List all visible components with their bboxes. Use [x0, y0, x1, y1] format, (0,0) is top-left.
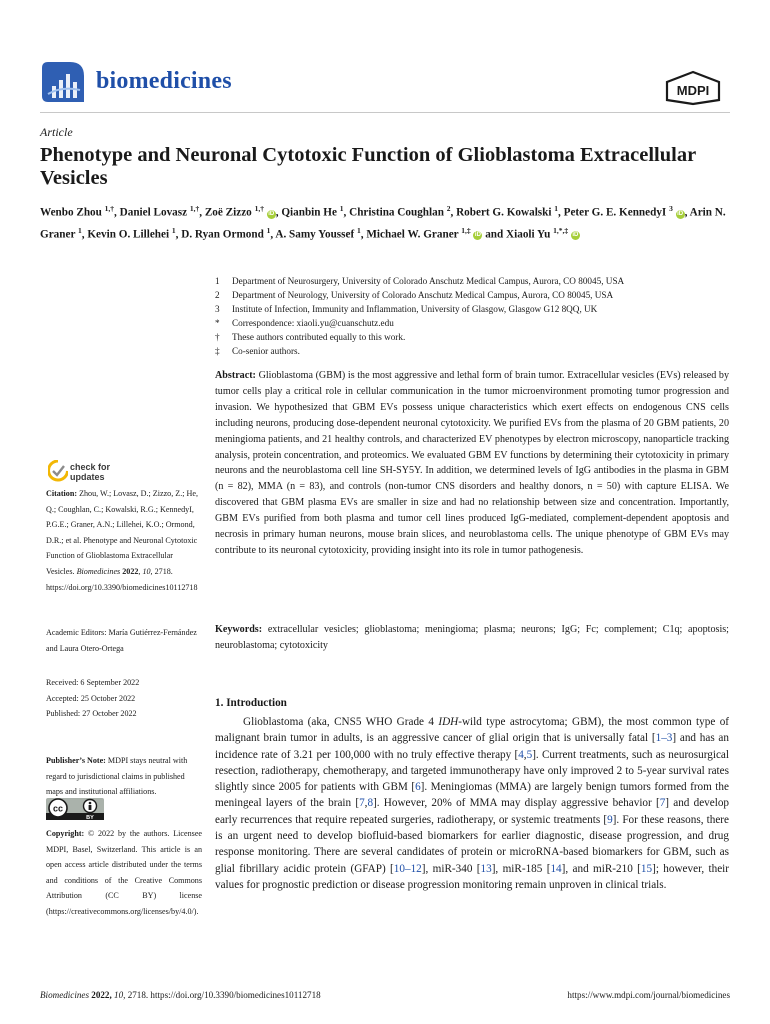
- citation-page: 2718.: [154, 566, 173, 576]
- footer-citation: [40, 990, 321, 1000]
- editors-label: Academic Editors:: [46, 628, 107, 637]
- check-for-updates-icon[interactable]: [48, 460, 68, 482]
- affiliation-text: Correspondence: xiaoli.yu@cuanschutz.edu: [232, 317, 394, 328]
- received-date: Received: 6 September 2022: [46, 678, 140, 687]
- affiliation-text: These authors contributed equally to this work.: [232, 331, 406, 342]
- mdpi-logo-icon[interactable]: [663, 70, 723, 106]
- intro-text: ]. For these reasons, there is an urgent need to develop biofluid-based biomarkers for earlier diagnostic, disease progression, and drug response monitoring. There are several candidates of protein or microRNA-based biomarkers for GBM, such as glial fibrillary acidic protein (GFAP) [: [215, 813, 729, 875]
- italic-term: IDH: [438, 716, 459, 728]
- author-name[interactable]: Zoë Zizzo: [204, 206, 255, 219]
- copyright-text: © 2022 by the authors. Licensee MDPI, Basel, Switzerland. This article is an open access article distributed under the terms and conditions of the Creative Commons Attribution (CC BY) license (https://creativecommons.org/licenses/by/4.0/).: [46, 829, 202, 916]
- orcid-icon[interactable]: iD: [474, 232, 481, 239]
- citation-text: Zhou, W.; Lovasz, D.; Zizzo, Z.; He, Q.; Coughlan, C.; Kowalski, R.G.; KennedyI, P.G.E.; Graner, A.N.; Lillehei, K.O.; Ormond, D.R.; et al. Phenotype and Neuronal Cytotoxic Function of Glioblastoma Extracellular Vesicles.: [46, 489, 198, 576]
- author-name[interactable]: A. Samy Youssef: [275, 228, 357, 241]
- check-for-updates-line2: updates: [70, 472, 105, 482]
- abstract-text: Glioblastoma (GBM) is the most aggressive and lethal form of brain tumor. Extracellular vesicles (EVs) released by tumor cells play a critical role in cellular communication in the tumor microenvironment promoting tumor progression and invasion. We hypothesized that GBM EVs possess unique characteristics which exert effects on endogenous CNS cells including neurons, producing dose-dependent neuronal cytotoxicity. We purified EVs from the plasma of 20 GBM patients, 20 meningioma patients, and 21 healthy controls, and characterized EV phenotypes by electron microscopy, nanoparticle tracking analysis, protein concentration, and proteomics. We evaluated GBM EV functions by determining their cytotoxicity in primary neurons and the neuroblastoma cell line SH-SY5Y. In addition, we determined levels of IgG antibodies in the plasma in GBM (n = 82), MMA (n = 83), and controls (non-tumor CNS disorders and healthy donors, n = 50) with capture ELISA. We discovered that GBM plasma EVs are smaller in size and had no relationship between size and concentration. Importantly, GBM EVs purified from both plasma and tumor cell lines produced IgG-mediated, complement-dependent apoptosis and necrosis in primary human neurons, mouse brain slices, and neuroblastoma cells. The unique phenotype of GBM EVs may contribute to its neuronal cytotoxicity, providing insight into its role in tumor pathogenesis.: [215, 370, 729, 556]
- orcid-icon[interactable]: iD: [572, 232, 579, 239]
- author-name[interactable]: Wenbo Zhou: [40, 206, 105, 219]
- intro-text: ,: [523, 748, 527, 761]
- author-affiliation-marker: 1: [339, 204, 344, 213]
- author-affiliation-marker: 1,†: [254, 204, 264, 213]
- author-name[interactable]: Daniel Lovasz: [119, 206, 190, 219]
- introduction-heading: 1. Introduction: [215, 697, 287, 709]
- affiliation-text: Department of Neurology, University of Colorado Anschutz Medical Campus, Aurora, CO 80045, USA: [232, 289, 614, 300]
- reference-link[interactable]: 7: [359, 797, 365, 810]
- keywords-text: extracellular vesicles; glioblastoma; meningioma; plasma; neurons; IgG; Fc; complement; C1q; apoptosis; neuroblastoma; cytotoxicity: [215, 624, 729, 651]
- intro-text: Glioblastoma (aka, CNS5 WHO Grade 4: [243, 716, 439, 728]
- affiliation-marker: 2: [215, 289, 220, 300]
- author-affiliation-marker: 1: [357, 225, 361, 235]
- affiliation-marker: 3: [215, 303, 220, 314]
- check-for-updates-text[interactable]: [70, 462, 110, 482]
- keywords: [215, 622, 729, 654]
- affiliation-marker: *: [215, 317, 220, 328]
- accepted-date: Accepted: 25 October 2022: [46, 693, 136, 703]
- reference-link[interactable]: 7: [659, 797, 666, 810]
- copyright-notice: [46, 826, 202, 920]
- intro-text: ,: [364, 797, 368, 810]
- citation-label: Citation:: [46, 489, 78, 498]
- intro-text: ]; however, their values for prognostic prediction or disease progression monitoring remain unproven in clinical trials.: [215, 862, 730, 891]
- author-affiliation-marker: 3: [669, 204, 673, 213]
- intro-text: ]. However, 20% of MMA may display aggressive behavior [: [373, 797, 660, 810]
- affiliation-text: Co-senior authors.: [232, 345, 300, 356]
- author-affiliation-marker: 1,*,‡: [553, 225, 569, 235]
- citation-year: 2022: [122, 566, 139, 576]
- affiliation-text: Department of Neurosurgery, University of Colorado Anschutz Medical Campus, Aurora, CO 80045, USA: [232, 276, 625, 286]
- article-title: Phenotype and Neuronal Cytotoxic Function of Glioblastoma Extracellular Vesicles: [40, 144, 696, 189]
- citation-doi-link[interactable]: https://doi.org/10.3390/biomedicines10112718: [46, 582, 198, 592]
- citation-journal: Biomedicines: [76, 566, 121, 576]
- publishers-note-label: Publisher’s Note:: [46, 756, 106, 765]
- published-date: Published: 27 October 2022: [46, 709, 137, 719]
- author-name[interactable]: Kevin O. Lillehei: [87, 228, 172, 241]
- author-affiliation-marker: 1,‡: [461, 225, 471, 235]
- affiliation-item: [215, 289, 735, 303]
- author-affiliation-marker: 1: [78, 225, 82, 235]
- author-name[interactable]: Christina Coughlan: [349, 206, 447, 219]
- author-name[interactable]: Xiaoli Yu: [506, 228, 554, 241]
- affiliation-item: [215, 275, 735, 289]
- abstract-label: Abstract:: [215, 370, 256, 381]
- author-name[interactable]: Arin N. Graner: [40, 206, 726, 241]
- article-dates: [46, 675, 202, 722]
- author-name[interactable]: Michael W. Graner: [366, 228, 462, 241]
- footer-journal: Biomedicines: [40, 990, 89, 1000]
- introduction-paragraph: [215, 714, 729, 893]
- orcid-icon[interactable]: iD: [677, 210, 684, 217]
- orcid-icon[interactable]: iD: [268, 210, 275, 217]
- journal-name[interactable]: biomedicines: [96, 68, 232, 94]
- author-name[interactable]: D. Ryan Ormond: [181, 228, 267, 241]
- footer-journal-url[interactable]: https://www.mdpi.com/journal/biomedicines: [567, 990, 730, 1000]
- reference-link[interactable]: 8: [367, 797, 374, 810]
- intro-text: -wild type astrocytoma; GBM), the most common type of malignant brain tumor in adults, is an aggressive cancer of glial origin that is universally fatal [: [215, 716, 730, 745]
- check-for-updates-line1: check for: [70, 462, 111, 472]
- author-affiliation-marker: 2: [446, 204, 451, 213]
- author-affiliation-marker: 1,†: [104, 204, 115, 213]
- keywords-label: Keywords:: [215, 624, 263, 635]
- affiliation-marker: 1: [215, 276, 220, 286]
- reference-link[interactable]: 4: [518, 748, 524, 761]
- reference-link[interactable]: 6: [415, 781, 421, 794]
- author-affiliation-marker: 1: [171, 225, 176, 235]
- reference-link[interactable]: 1–3: [655, 732, 673, 745]
- abstract: [215, 368, 729, 559]
- reference-link[interactable]: 13: [480, 862, 492, 875]
- author-name[interactable]: Peter G. E. KennedyI: [563, 206, 670, 219]
- author-name[interactable]: Robert G. Kowalski: [456, 206, 555, 219]
- copyright-label: Copyright:: [46, 829, 85, 838]
- affiliation-item: [215, 303, 735, 317]
- intro-text: ]. Meningiomas (MMA) are largely benign tumors formed from the meningeal layers of the brain [: [215, 781, 729, 810]
- reference-link[interactable]: 14: [550, 862, 562, 875]
- footer-year: 2022,: [91, 990, 112, 1000]
- article-type-label: Article: [40, 125, 73, 139]
- affiliation-marker: ‡: [215, 345, 220, 356]
- reference-link[interactable]: 15: [640, 862, 653, 875]
- affiliation-item: [215, 331, 735, 345]
- citation-block: Citation: Zhou, W.; Lovasz, D.; Zizzo, Z.; He, Q.; Coughlan, C.; Kowalski, R.G.; KennedyI, P.G.E.; Graner, A.N.; Lillehei, K.O.; Ormond, D.R.; et al. Phenotype and Neuronal Cytotoxic Function of Glioblastoma Extracellular Vesicles. Biomedicines 2022, 10, 2718. https://doi.org/10.3390/biomedicines10112718: [46, 489, 198, 592]
- cc-by-license-icon[interactable]: [46, 798, 104, 820]
- footer-volume: 10,: [114, 990, 126, 1000]
- author-affiliation-marker: 1,†: [189, 204, 200, 213]
- journal-logo-icon: [40, 60, 86, 104]
- affiliation-item: [215, 345, 735, 359]
- affiliations-list: [215, 275, 735, 358]
- editors-names: María Gutiérrez-Fernández and Laura Otero-Ortega: [46, 628, 197, 653]
- academic-editors: [46, 625, 202, 656]
- intro-text: ]. Current treatments, such as neurosurgical resection, radiotherapy, chemotherapy, and targeted immunotherapy have only improved 2 to 5-year survival rates slightly since 2005 for patients with GBM [: [215, 748, 729, 794]
- reference-link[interactable]: 5: [526, 748, 533, 761]
- intro-text: ], miR-185 [: [491, 862, 551, 875]
- author-affiliation-marker: 1: [266, 225, 271, 235]
- citation-volume: 10: [142, 566, 151, 576]
- reference-link[interactable]: 10–12: [393, 862, 422, 875]
- header-divider: [40, 112, 730, 113]
- publishers-note-text: MDPI stays neutral with regard to jurisdictional claims in published maps and institutional affiliations.: [46, 756, 188, 797]
- author-affiliation-marker: 1: [554, 204, 559, 213]
- footer-doi-link[interactable]: 2718. https://doi.org/10.3390/biomedicines10112718: [127, 990, 321, 1000]
- affiliation-item: [215, 317, 735, 331]
- affiliation-marker: †: [215, 331, 220, 342]
- mdpi-logo-text: MDPI: [676, 83, 710, 98]
- author-list: Wenbo Zhou $^{1,\dagger}$, Daniel Lovasz $^{1,\dagger}$, Zoë Zizzo $^{1,\dagger}$ iD , Qianbin He $^1$, Christina Coughlan $^2$, Robert G. Kowalski $^1$, Peter G. E. KennedyI $^3$ iD , Arin N. Graner $^1$, Kevin O. Lillehei $^1$, D. Ryan Ormond $^1$, A. Samy Youssef $^1$, Michael W. Graner $^{1,\ddagger}$ iD and Xiaoli Yu $^{1,*,\ddagger}$ iD: [40, 204, 726, 241]
- intro-text: ], and miR-210 [: [561, 862, 641, 875]
- author-name[interactable]: Qianbin He: [281, 206, 340, 219]
- reference-link[interactable]: 9: [607, 813, 613, 826]
- publishers-note: [46, 753, 202, 800]
- intro-text: ] and develop early recurrences that require repeated surgeries, radiotherapy, or systemic treatments [: [215, 797, 730, 826]
- affiliation-text: Institute of Infection, Immunity and Inflammation, University of Glasgow, Glasgow G12 8QQ, UK: [232, 303, 598, 314]
- intro-text: ] and has an incidence rate of 3.21 per 100,000 with no truly effective therapy [: [215, 732, 729, 761]
- intro-text: ], miR-340 [: [421, 862, 481, 875]
- cc-by-text: BY: [86, 815, 94, 820]
- svg-text:cc: cc: [52, 803, 64, 814]
